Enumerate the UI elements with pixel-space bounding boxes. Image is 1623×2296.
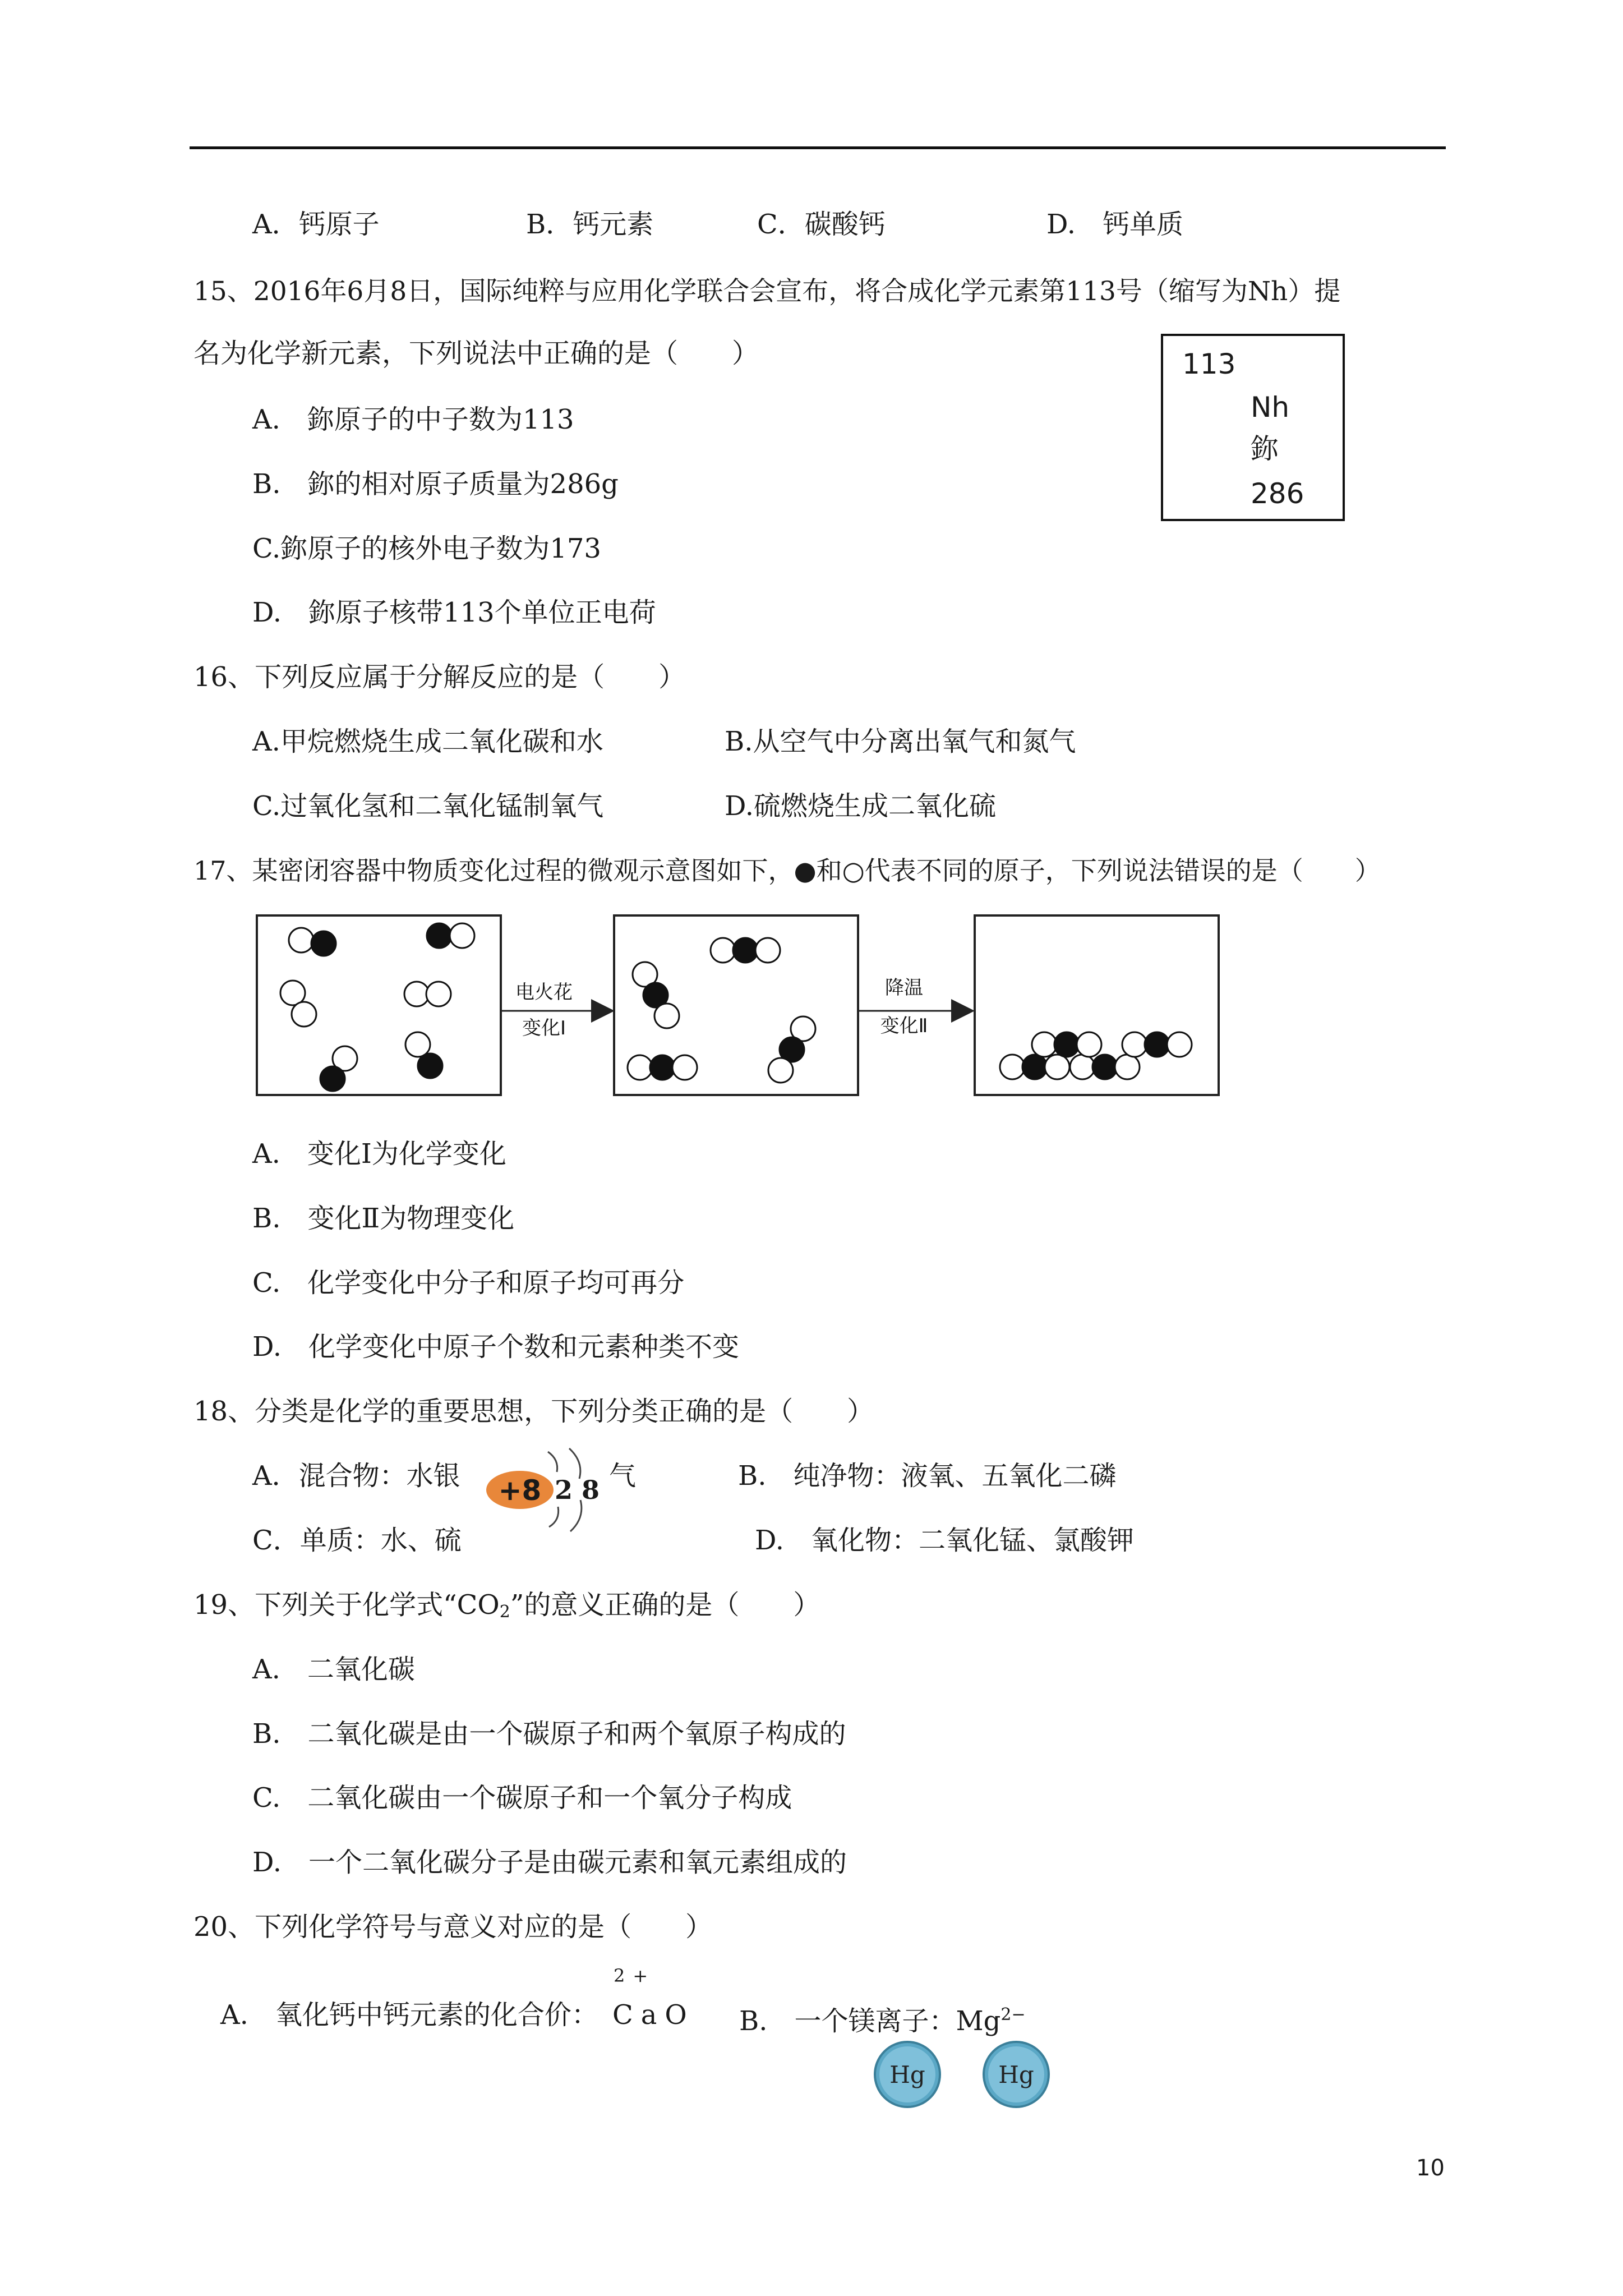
q18-option-d: D. 氧化物：二氧化锰、氯酸钾 xyxy=(755,1525,1135,1556)
hg-atom-1-label: Hg xyxy=(889,2061,925,2088)
q16-stem: 16、下列反应属于分解反应的是（ ） xyxy=(193,661,686,693)
q19-stem-subscript: 2 xyxy=(499,1602,510,1622)
mercury-atoms xyxy=(869,2033,1060,2118)
q18-option-a-left: A．混合物：水银 xyxy=(252,1460,460,1492)
molecule-obo xyxy=(633,962,679,1028)
q16-option-a: A.甲烷燃烧生成二氧化碳和水 xyxy=(252,726,603,757)
element-atomic-mass: 286 xyxy=(1251,477,1304,510)
molecule-oo xyxy=(404,982,451,1006)
arrow-2-label-top: 降温 xyxy=(885,977,923,999)
q20-option-b-label: B. 一个镁离子：Mg xyxy=(739,2005,1001,2037)
oxygen-atom-structure xyxy=(485,1442,614,1537)
arrow-2-label-bottom: 变化Ⅱ xyxy=(880,1015,928,1037)
q18-option-b: B. 纯净物：液氧、五氧化二磷 xyxy=(738,1460,1117,1492)
q20-valence: 2+ xyxy=(614,1965,656,1986)
q19-stem xyxy=(193,1588,820,1629)
molecule-ob xyxy=(320,1046,357,1091)
hg-atom-2-label: Hg xyxy=(998,2061,1034,2088)
q18-option-c: C．单质：水、硫 xyxy=(252,1525,462,1556)
element-chinese-name: 鉨 xyxy=(1251,432,1279,465)
q14-option-c: C．碳酸钙 xyxy=(757,209,886,240)
q20-option-b xyxy=(739,1998,1026,2038)
q19-option-d: D. 一个二氧化碳分子是由碳元素和氧元素组成的 xyxy=(252,1847,847,1878)
molecule-ob xyxy=(427,923,474,948)
molecule-obo xyxy=(1032,1032,1101,1057)
q17-option-d: D. 化学变化中原子个数和元素种类不变 xyxy=(252,1331,740,1363)
element-atomic-number: 113 xyxy=(1182,348,1236,380)
q15-stem-line1: 15、2016年6月8日，国际纯粹与应用化学联合会宣布，将合成化学元素第113号（缩写为Nh）提 xyxy=(193,276,1341,307)
q20-option-a-label: A. 氧化钙中钙元素的化合价： xyxy=(220,1999,598,2031)
q18-stem: 18、分类是化学的重要思想，下列分类正确的是（ ） xyxy=(193,1396,874,1427)
q19-option-b: B. 二氧化碳是由一个碳原子和两个氧原子构成的 xyxy=(252,1718,846,1750)
q17-option-b: B. 变化Ⅱ为物理变化 xyxy=(252,1203,515,1234)
molecule-oo xyxy=(280,981,316,1027)
q15-option-a: A. 鉨原子的中子数为113 xyxy=(252,404,574,435)
electron-shells: 2 8 xyxy=(555,1475,600,1505)
arrow-1-label-top: 电火花 xyxy=(515,981,573,1004)
molecule-obo xyxy=(768,1016,815,1083)
q19-stem-post: ”的意义正确的是（ ） xyxy=(510,1589,820,1621)
q20-stem: 20、下列化学符号与意义对应的是（ ） xyxy=(193,1911,713,1943)
q14-option-b: B．钙元素 xyxy=(526,209,654,240)
q15-option-d: D. 鉨原子核带113个单位正电荷 xyxy=(252,597,656,628)
q19-stem-pre: 19、下列关于化学式“CO xyxy=(193,1589,500,1621)
q16-option-c: C.过氧化氢和二氧化锰制氧气 xyxy=(252,790,604,822)
q15-stem-line2: 名为化学新元素，下列说法中正确的是（ ） xyxy=(193,338,759,369)
q19-option-a: A. 二氧化碳 xyxy=(252,1654,415,1685)
q20-option-b-charge: 2− xyxy=(1000,2005,1026,2024)
molecule-obo xyxy=(628,1055,697,1080)
molecule-obo xyxy=(1000,1055,1069,1079)
arrow-1-label-bottom: 变化Ⅰ xyxy=(522,1017,566,1039)
q15-option-b: B. 鉨的相对原子质量为286g xyxy=(252,468,619,500)
q17-option-c: C. 化学变化中分子和原子均可再分 xyxy=(252,1267,685,1299)
molecule-obo xyxy=(1122,1032,1192,1057)
page-number: 10 xyxy=(1416,2155,1445,2181)
q20-formula: CaO xyxy=(612,1999,695,2031)
q16-option-d: D.硫燃烧生成二氧化硫 xyxy=(725,790,997,822)
element-card xyxy=(1161,334,1345,521)
molecule-ob xyxy=(405,1032,442,1078)
molecule-ob xyxy=(289,928,336,956)
q14-option-d: D. 钙单质 xyxy=(1046,209,1184,240)
element-symbol: Nh xyxy=(1251,391,1290,424)
q18-option-a-right: 气 xyxy=(609,1460,637,1492)
q17-stem: 17、某密闭容器中物质变化过程的微观示意图如下，●和○代表不同的原子，下列说法错误的是（ ） xyxy=(193,855,1381,886)
q14-option-a: A．钙原子 xyxy=(252,209,380,240)
q19-option-c: C. 二氧化碳由一个碳原子和一个氧分子构成 xyxy=(252,1782,792,1814)
header-rule xyxy=(190,146,1446,149)
molecule-obo xyxy=(1070,1055,1140,1079)
q15-option-c: C.鉨原子的核外电子数为173 xyxy=(252,533,601,564)
molecule-obo xyxy=(711,938,780,963)
reaction-diagram xyxy=(247,898,1234,1111)
q16-option-b: B.从空气中分离出氧气和氮气 xyxy=(725,726,1076,757)
nucleus-charge: +8 xyxy=(498,1474,542,1507)
q17-option-a: A. 变化Ⅰ为化学变化 xyxy=(252,1138,506,1170)
